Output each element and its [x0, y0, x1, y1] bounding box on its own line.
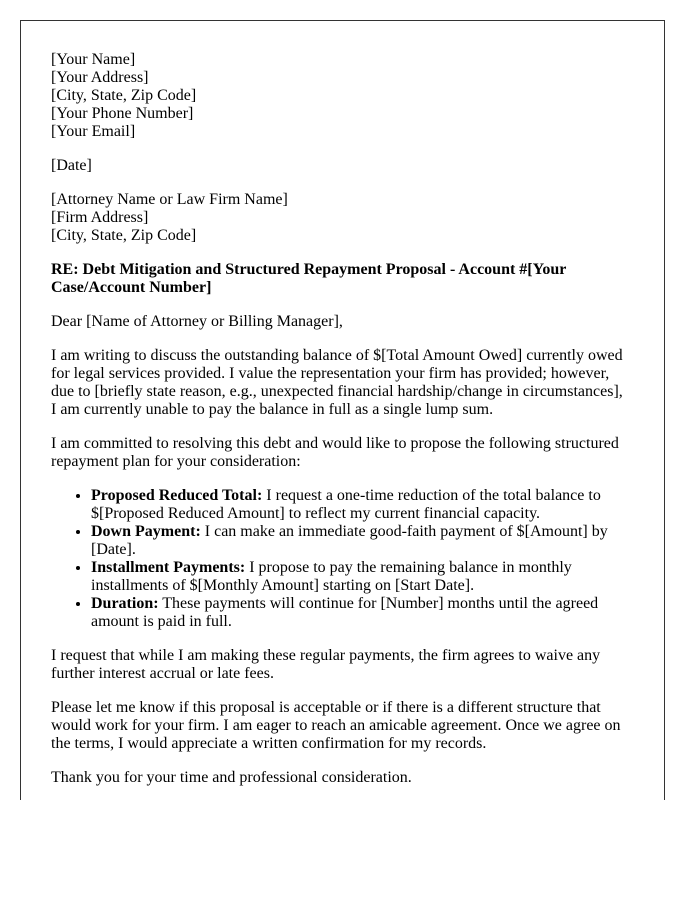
paragraph-closing-request: Please let me know if this proposal is acceptable or if there is a different structure that would work for your firm. I am eager to reach an amicable agreement. Once we agree on the terms, I would appreciate a written confirmation for my records. — [51, 699, 621, 752]
term-label: Down Payment: — [91, 523, 201, 540]
paragraph-thanks: Thank you for your time and professional consideration. — [51, 769, 412, 786]
paragraph-opening: I am writing to discuss the outstanding balance of $[Total Amount Owed] currently owed for legal services provided. I value the representation your firm has provided; however, due to [briefly state reason, e.g., unexpected financial hardship/change in circumstances], I am currently unable to pay the balance in full as a single lump sum. — [51, 347, 623, 418]
list-item-duration — [91, 595, 626, 631]
list-item-installment-payments — [91, 559, 626, 595]
term-text: I propose to pay the remaining balance in monthly installments of $[Monthly Amount] starting on [Start Date]. — [91, 559, 572, 594]
term-label: Duration: — [91, 595, 159, 612]
term-label: Proposed Reduced Total: — [91, 487, 263, 504]
term-text: I request a one-time reduction of the total balance to $[Proposed Reduced Amount] to reflect my current financial capacity. — [91, 487, 601, 522]
repayment-terms-list — [51, 487, 626, 631]
list-item-down-payment — [91, 523, 626, 559]
salutation: Dear [Name of Attorney or Billing Manager], — [51, 313, 343, 330]
sender-address-line: [Your Address] — [51, 69, 149, 86]
term-text: These payments will continue for [Number] months until the agreed amount is paid in full. — [91, 595, 599, 630]
sender-phone-line: [Your Phone Number] — [51, 105, 194, 122]
term-label: Installment Payments: — [91, 559, 246, 576]
date-line: [Date] — [51, 157, 92, 174]
recipient-name-line: [Attorney Name or Law Firm Name] — [51, 191, 288, 208]
sender-city-line: [City, State, Zip Code] — [51, 87, 197, 104]
subject-line: RE: Debt Mitigation and Structured Repayment Proposal - Account #[Your Case/Account Number] — [51, 261, 567, 296]
sender-name-line: [Your Name] — [51, 51, 136, 68]
paragraph-proposal-intro: I am committed to resolving this debt and would like to propose the following structured repayment plan for your consideration: — [51, 435, 619, 470]
letter-frame — [20, 20, 665, 800]
sender-email-line: [Your Email] — [51, 123, 136, 140]
paragraph-waiver-request: I request that while I am making these regular payments, the firm agrees to waive any further interest accrual or late fees. — [51, 647, 601, 682]
recipient-address-block — [51, 191, 626, 245]
recipient-address-line: [Firm Address] — [51, 209, 149, 226]
term-text: I can make an immediate good-faith payment of $[Amount] by [Date]. — [91, 523, 608, 558]
list-item-proposed-reduced-total — [91, 487, 626, 523]
recipient-city-line: [City, State, Zip Code] — [51, 227, 197, 244]
sender-address-block — [51, 51, 626, 141]
